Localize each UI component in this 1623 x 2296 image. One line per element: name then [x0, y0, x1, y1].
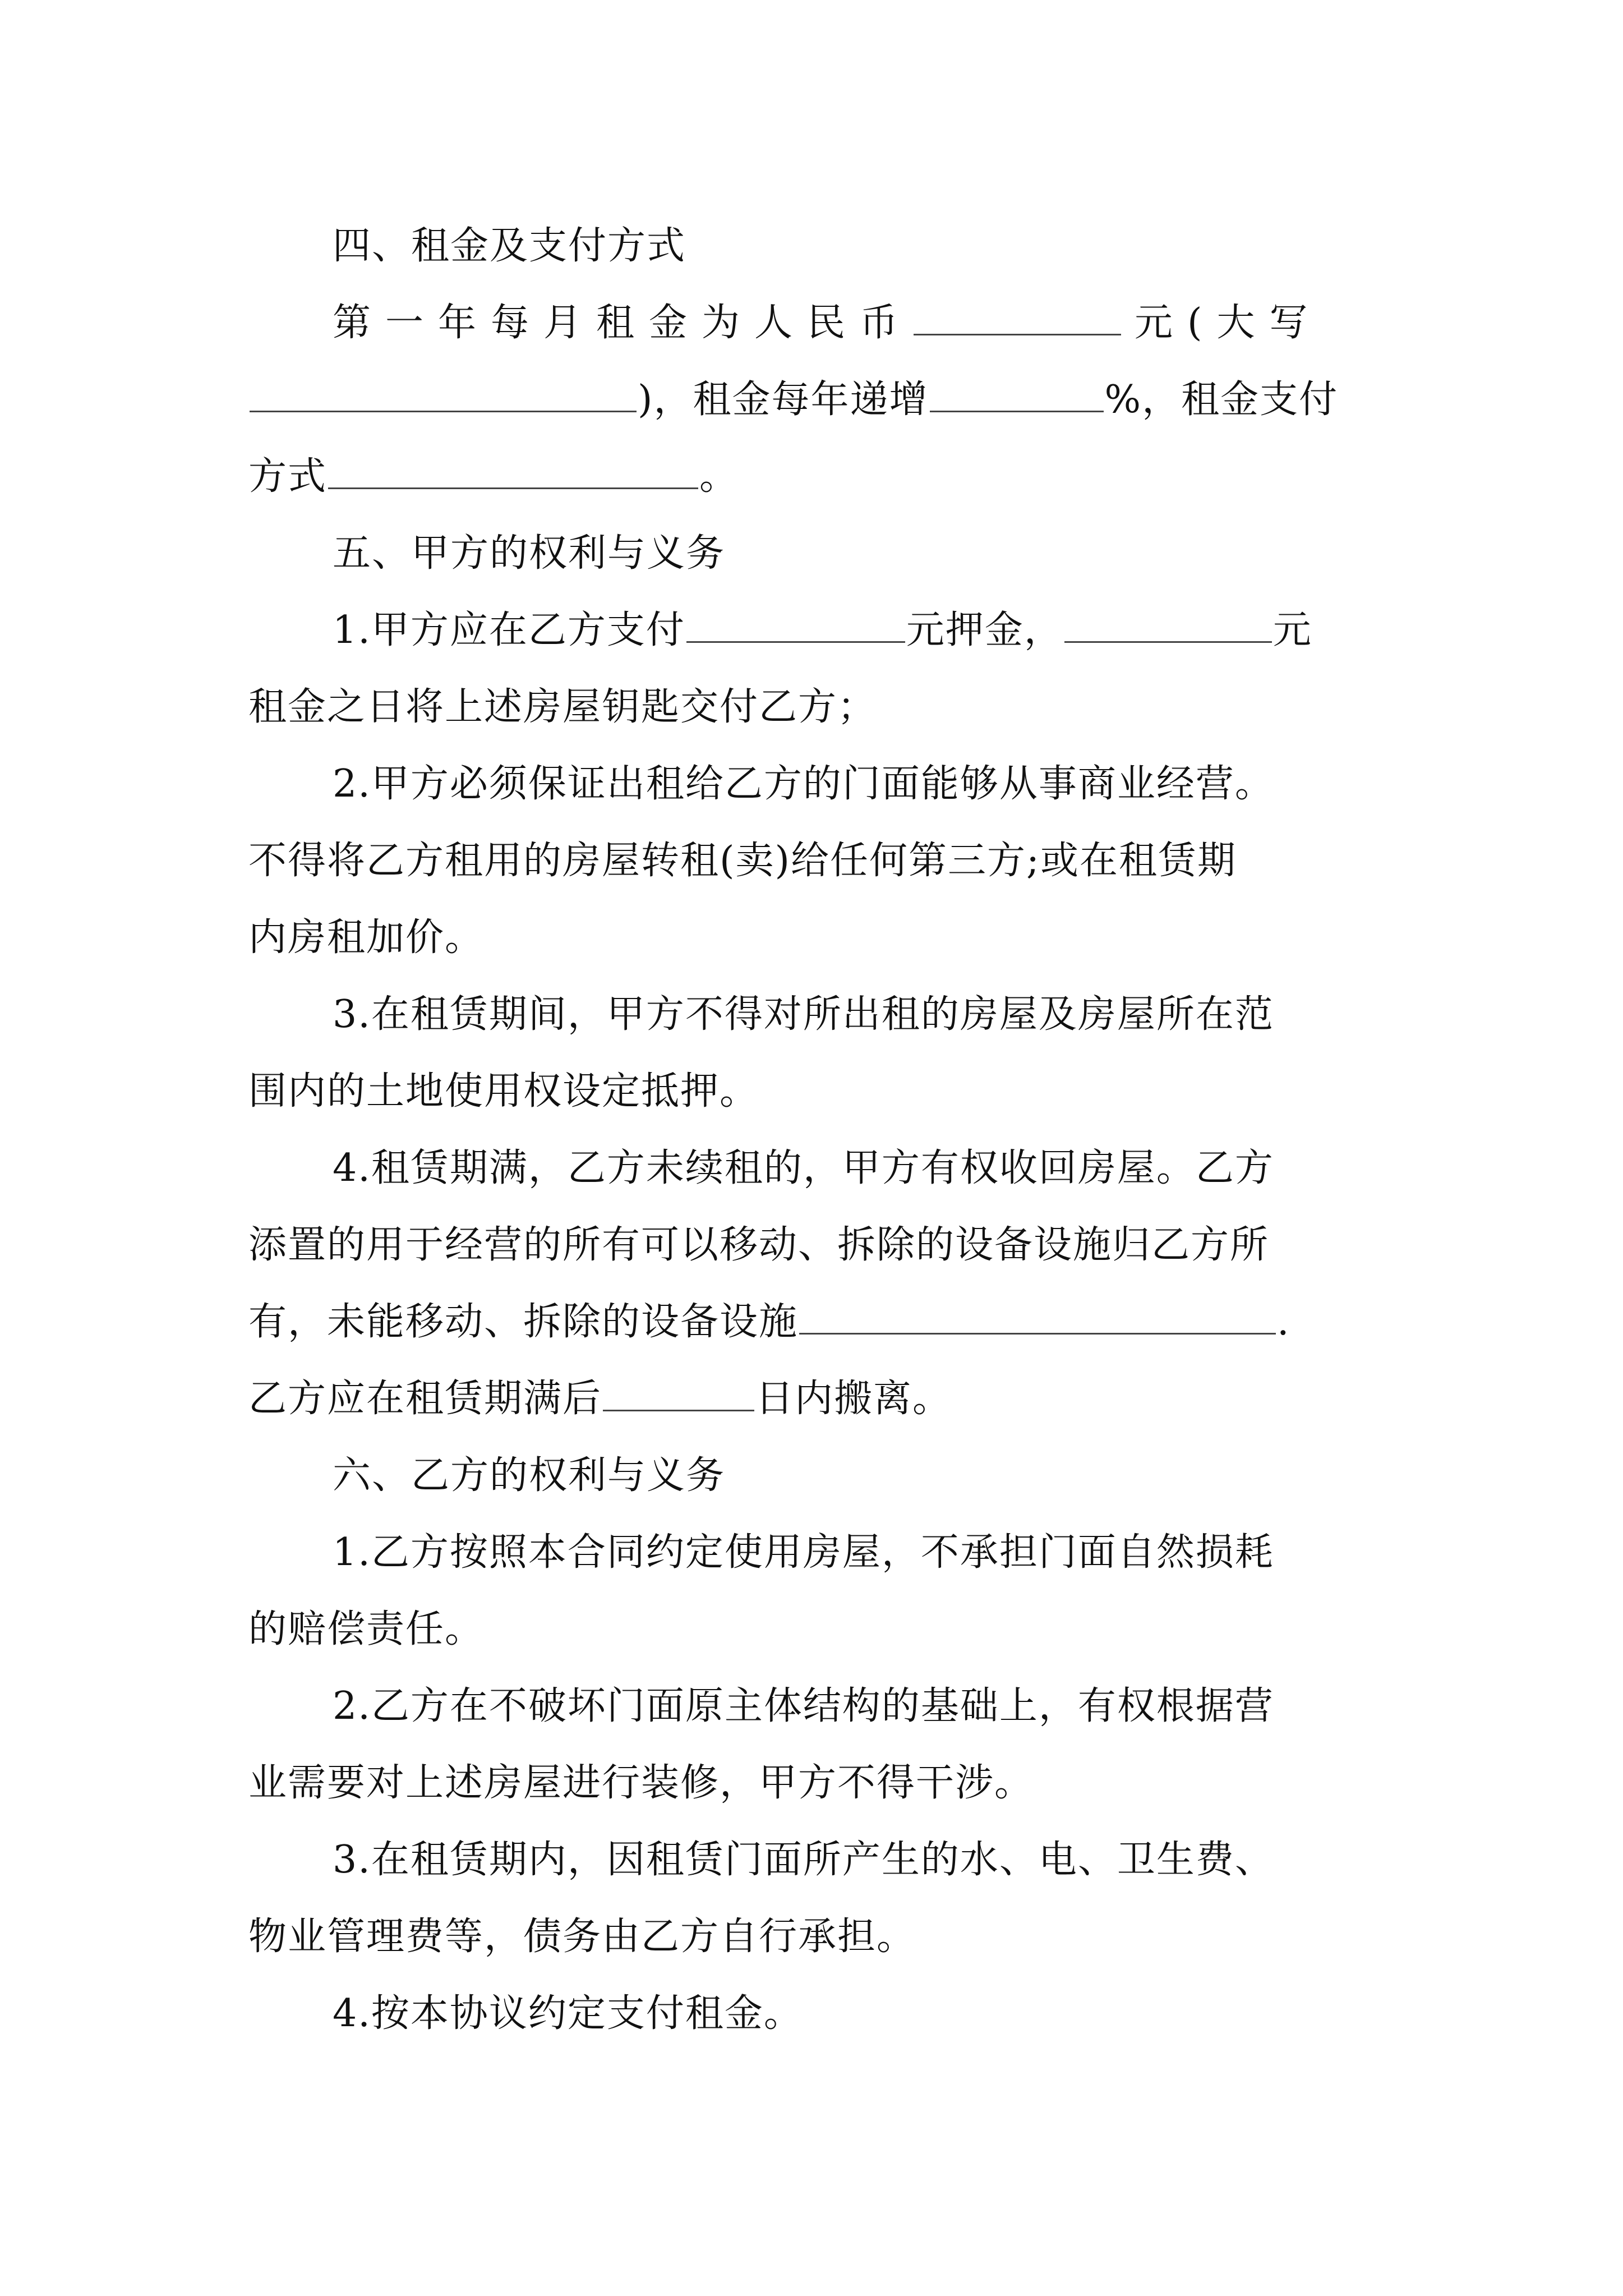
party-a-item-4-cont: 添置的用于经营的所有可以移动、拆除的设备设施归乙方所	[248, 1223, 1270, 1267]
blank-increase-rate[interactable]	[930, 377, 1104, 412]
section-heading-party-a: 五、甲方的权利与义务	[333, 531, 726, 576]
party-a-item-4-cont-2: 有，未能移动、拆除的设备设施 .	[248, 1300, 1290, 1344]
section-heading-rent: 四、租金及支付方式	[333, 224, 686, 268]
party-b-item-2-cont: 业需要对上述房屋进行装修，甲方不得干涉。	[248, 1761, 1034, 1805]
blank-rent-uppercase[interactable]	[250, 377, 637, 412]
party-a-item-2-cont-2: 内房租加价。	[248, 915, 485, 960]
party-a-item-2-cont: 不得将乙方租用的房屋转租(卖)给任何第三方;或在租赁期	[248, 839, 1237, 883]
party-a-item-2: 2.甲方必须保证出租给乙方的门面能够从事商业经营。	[333, 762, 1274, 806]
blank-fixed-equipment[interactable]	[799, 1299, 1276, 1335]
party-a-item-1: 1.甲方应在乙方支付 元押金， 元	[333, 608, 1312, 652]
party-a-item-4-cont-3: 乙方应在租赁期满后 日内搬离。	[248, 1377, 952, 1421]
party-b-item-4: 4.按本协议约定支付租金。	[333, 1991, 803, 2036]
rent-line-1: 第一年每月租金为人民币 元(大写	[333, 301, 1322, 345]
party-a-item-3-cont: 围内的土地使用权设定抵押。	[248, 1069, 759, 1114]
rent-line-2: )，租金每年递增 %，租金支付	[248, 361, 1381, 438]
party-b-item-3-cont: 物业管理费等，债务由乙方自行承担。	[248, 1915, 916, 1959]
blank-move-out-days[interactable]	[603, 1376, 754, 1411]
party-a-item-3: 3.在租赁期间，甲方不得对所出租的房屋及房屋所在范	[333, 992, 1274, 1037]
contract-body	[248, 208, 1381, 2052]
party-b-item-1-cont: 的赔偿责任。	[248, 1607, 485, 1651]
blank-payment-method[interactable]	[328, 454, 698, 489]
party-b-item-3: 3.在租赁期内，因租赁门面所产生的水、电、卫生费、	[333, 1838, 1274, 1882]
blank-rent-amount[interactable]	[1064, 608, 1272, 643]
blank-deposit[interactable]	[686, 608, 905, 643]
party-b-item-2: 2.乙方在不破坏门面原主体结构的基础上，有权根据营	[333, 1684, 1274, 1728]
party-a-item-1-cont: 租金之日将上述房屋钥匙交付乙方；	[248, 685, 877, 729]
rent-line-3: 方式 。	[248, 454, 739, 499]
section-heading-party-b: 六、乙方的权利与义务	[333, 1453, 726, 1498]
party-a-item-4: 4.租赁期满，乙方未续租的，甲方有权收回房屋。乙方	[333, 1146, 1274, 1190]
blank-monthly-rent[interactable]	[914, 300, 1121, 335]
party-b-item-1: 1.乙方按照本合同约定使用房屋，不承担门面自然损耗	[333, 1530, 1274, 1575]
